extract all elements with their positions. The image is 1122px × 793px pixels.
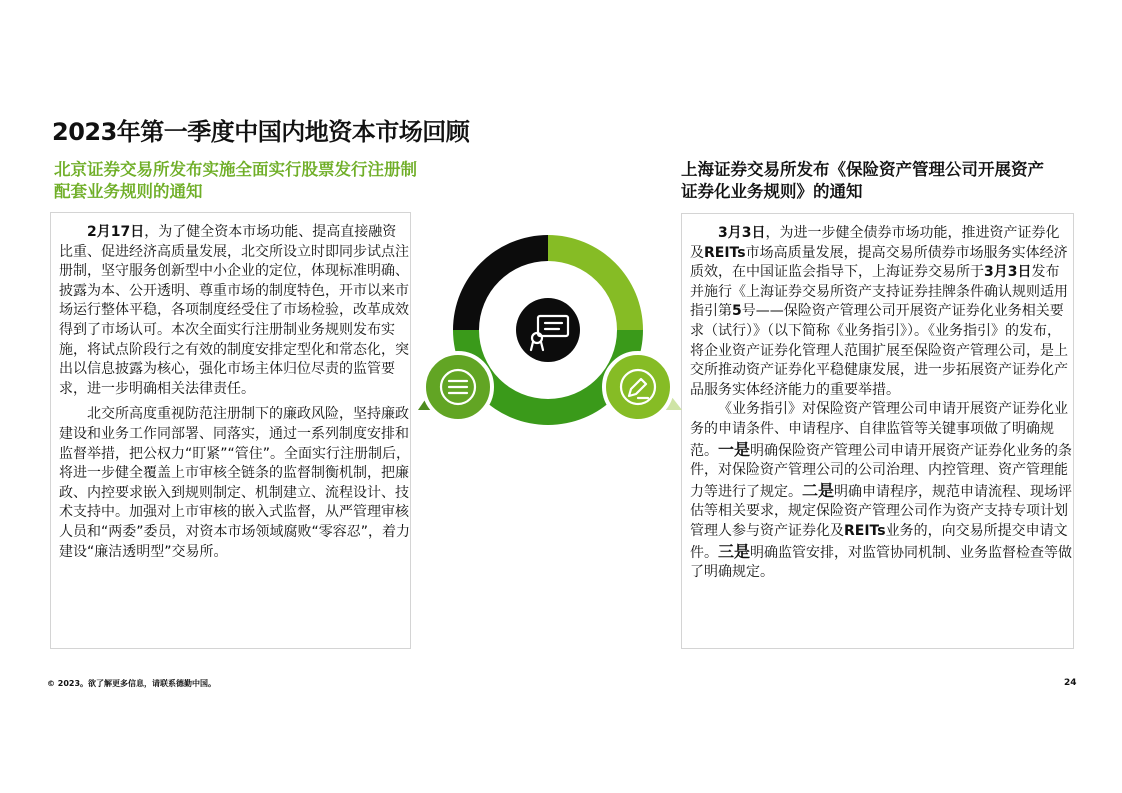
right-p1-num: 5 — [732, 303, 742, 320]
left-text-box — [50, 212, 411, 649]
left-section-heading: 北京证券交易所发布实施全面实行股票发行注册制配套业务规则的通知 — [54, 160, 417, 201]
right-p2-text-b: 明确保险资产管理公司申请开展资产证券化业务的条件，对保险资产管理公司的公司治理、内控管理、资产管理能力等进行了规定。 — [690, 442, 1073, 500]
right-p1-text-c: 发布并施行《上海证券交易所资产支持证券挂牌条件确认规则适用指引第 — [690, 264, 1068, 320]
right-p2-text-c: 明确申请程序，规范申请流程、现场评估等相关要求，规定保险资产管理公司作为资产支持专项计划管理人参与资产证券化及 — [690, 483, 1073, 539]
page-title: 2023年第一季度中国内地资本市场回顾 — [52, 118, 470, 146]
ring-diagram — [410, 192, 690, 432]
right-p1-text-a: ，为进一步健全债券市场功能，推进资产证券化及 — [690, 225, 1060, 261]
right-p2-text-e: 明确监管安排，对监管协同机制、业务监督检查等做了明确规定。 — [690, 544, 1073, 581]
right-p2-text-d: 业务的，向交易所提交申请文件。 — [690, 522, 1068, 561]
left-paragraph-1 — [59, 223, 410, 399]
right-p1-date2: 3月3日 — [984, 264, 1032, 281]
right-section-heading: 上海证券交易所发布《保险资产管理公司开展资产证券化业务规则》的通知 — [681, 160, 1044, 201]
right-p1-date: 3月3日 — [718, 225, 766, 241]
right-text-box — [681, 213, 1074, 649]
right-paragraph-2 — [690, 400, 1073, 582]
page-number: 24 — [1064, 678, 1077, 688]
right-p1-text-d: 号——保险资产管理公司开展资产证券化业务相关要求（试行）》（以下简称《业务指引》）。《业务指引》的发布，将企业资产证券化管理人范围扩展至保险资产管理公司，是上交所推动资产证券化平稳健康发展，进一步拓展资产证券化产品服务实体经济能力的重要举措。 — [690, 303, 1068, 398]
right-p1-text-b: 市场高质量发展，提高交易所债券市场服务实体经济质效，在中国证监会指导下，上海证券交易所于 — [690, 244, 1068, 281]
left-p1-date: 2月17日 — [87, 224, 145, 240]
left-p2-text: 北交所高度重视防范注册制下的廉政风险，坚持廉政建设和业务工作同部署、同落实，通过一系列制度安排和监督举措，把公权力“盯紧”“管住”。全面实行注册制后，将进一步健全覆盖上市审核全链条的监督制衡机制，把廉政、内控要求嵌入到规则制定、机制建立、流程设计、技术支持中。加强对上市审核的嵌入式监督，从严管理审核人员和“两委”委员，对资本市场领域腐败“零容忍”，着力建设“廉洁透明型”交易所。 — [59, 406, 411, 560]
right-p2-second: 二是 — [802, 480, 835, 500]
right-paragraph-1 — [690, 224, 1073, 400]
right-p2-text-a: 《业务指引》对保险资产管理公司申请开展资产证券化业务的申请条件、申请程序、自律监管等关键事项做了明确规范。 — [690, 401, 1068, 459]
right-p2-first: 一是 — [718, 439, 751, 459]
right-p1-reits: REITs — [704, 244, 746, 261]
left-p1-text: ，为了健全资本市场功能、提高直接融资比重、促进经济高质量发展，北交所设立时即同步试点注册制，坚守服务创新型中小企业的定位，体现标准明确、披露为本、公开透明、尊重市场的制度特色，开市以来市场运行整体平稳，各项制度经受住了市场检验，改革成效得到了市场认可。本次全面实行注册制业务规则发布实施，将试点阶段行之有效的制度安排定型化和常态化，突出以信息披露为核心，强化市场主体归位尽责的监管要求，进一步明确相关法律责任。 — [59, 224, 409, 397]
footer-copyright: © 2023。欲了解更多信息，请联系德勤中国。 — [47, 679, 217, 688]
left-paragraph-2 — [59, 405, 410, 562]
right-p2-third: 三是 — [718, 541, 751, 561]
right-p2-reits: REITs — [844, 522, 886, 539]
right-badge — [604, 353, 672, 421]
